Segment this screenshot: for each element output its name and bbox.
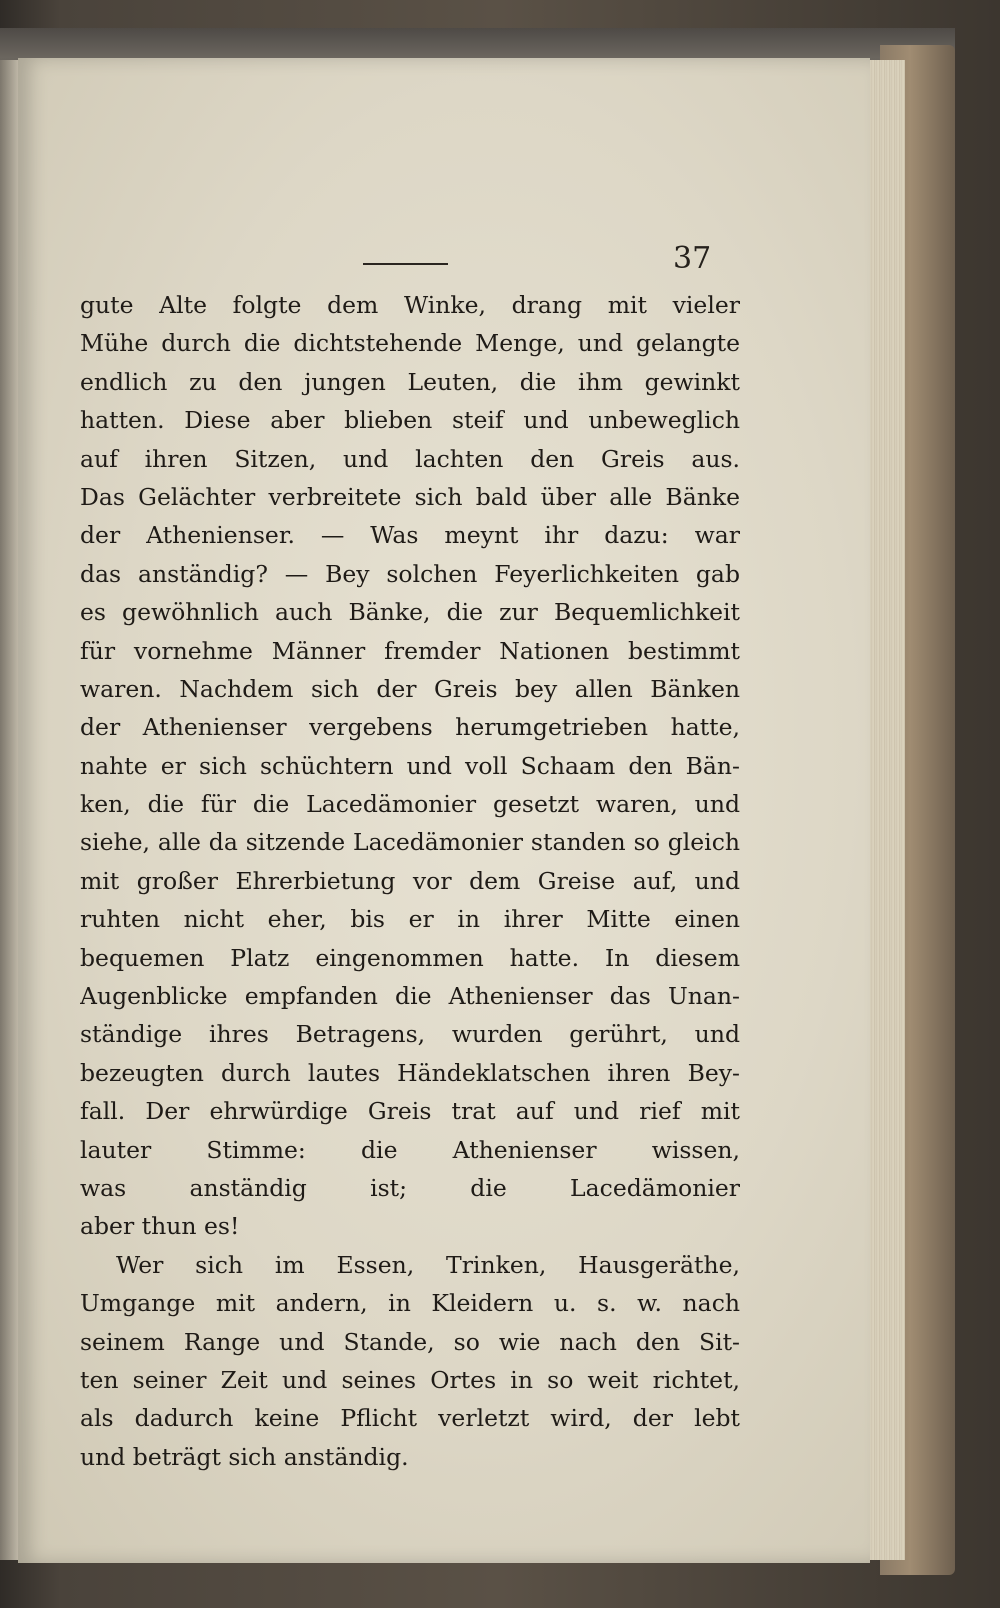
text-line: als dadurch keine Pflicht verletzt wird, der lebt — [80, 1404, 740, 1433]
text-line: fall. Der ehrwürdige Greis trat auf und rief mit — [80, 1097, 740, 1126]
text-line: Umgange mit andern, in Kleidern u. s. w. nach — [80, 1289, 740, 1318]
text-line: und beträgt sich anständig. — [80, 1442, 409, 1471]
text-line: für vornehme Männer fremder Nationen bestimmt — [80, 636, 740, 665]
text-line: nahte er sich schüchtern und voll Schaam den Bän- — [80, 751, 740, 780]
text-line: das anständig? — Bey solchen Feyerlichkeiten gab — [80, 559, 740, 588]
text-line: Das Gelächter verbreitete sich bald über alle Bänke — [80, 482, 740, 511]
text-line: auf ihren Sitzen, und lachten den Greis aus. — [80, 444, 740, 473]
text-line: der Athenienser vergebens herumgetrieben hatte, — [80, 713, 740, 742]
text-line: siehe, alle da sitzende Lacedämonier standen so gleich — [80, 828, 740, 857]
text-line: waren. Nachdem sich der Greis bey allen Bänken — [80, 674, 740, 703]
text-line: ten seiner Zeit und seines Ortes in so weit richtet, — [80, 1365, 740, 1394]
left-page-sliver — [0, 60, 18, 1560]
header-rule — [363, 263, 448, 265]
text-line: Mühe durch die dichtstehende Menge, und gelangte — [80, 329, 740, 358]
text-line: ken, die für die Lacedämonier gesetzt waren, und — [80, 790, 740, 819]
text-line: hatten. Diese aber blieben steif und unbeweglich — [80, 406, 740, 435]
body-text — [80, 286, 740, 1476]
page-edges — [865, 60, 905, 1560]
text-line: endlich zu den jungen Leuten, die ihm gewinkt — [80, 367, 740, 396]
text-line: gute Alte folgte dem Winke, drang mit vieler — [80, 291, 740, 319]
text-line: der Athenienser. — Was meynt ihr dazu: war — [80, 521, 740, 550]
text-line: aber thun es! — [80, 1212, 240, 1241]
text-line: Augenblicke empfanden die Athenienser das Unan- — [80, 982, 740, 1011]
text-line: bequemen Platz eingenommen hatte. In diesem — [80, 943, 740, 972]
text-line: Wer sich im Essen, Trinken, Hausgeräthe, — [116, 1250, 740, 1279]
text-line: es gewöhnlich auch Bänke, die zur Bequemlichkeit — [80, 598, 740, 627]
text-line: ruhten nicht eher, bis er in ihrer Mitte einen — [80, 905, 740, 934]
text-line: seinem Range und Stande, so wie nach den Sit- — [80, 1327, 740, 1356]
text-line: was anständig ist; die Lacedämonier — [80, 1173, 740, 1202]
text-line: ständige ihres Betragens, wurden gerührt, und — [80, 1020, 740, 1049]
book-page: 37 gute Alte folgte dem Winke, drang mit vieler Mühe durch die dichtstehende Menge, und gelangte endlich zu den jungen Leuten, die ihm gewinkt hatten. Diese aber blieben steif und unbeweglich auf ihren Sitzen, und lachten den Greis aus. Das Gelächter verbreitete sich bald über alle Bänke der Athenienser. — Was meynt ihr dazu: war das anständig? — Bey solchen Feyerlichkeiten gab es gewöhnlich auch Bänke, die zur Bequemlichkeit für vornehme Männer fremder Nationen bestimmt waren. Nachdem sich der Greis bey allen Bänken der Athenienser vergebens herumgetrieben hatte, nahte er sich schüchtern und voll Schaam den Bän- ken, die für die Lacedämonier gesetzt waren, und siehe, alle da sitzende Lacedämonier standen so gleich mit großer Ehrerbietung vor dem Greise auf, und ruhten nicht eher, bis er in ihrer Mitte einen bequemen Platz eingenommen hatte. In diesem Augenblicke empfanden die Athenienser das Unan- ständige ihres Betragens, wurden gerührt, und bezeugten durch lautes Händeklatschen ihren Bey- fall. Der ehrwürdige Greis trat auf und rief mit lauter Stimme: die Athenienser wissen, was anständig ist; die Lacedämonier aber thun es! Wer sich im Essen, Trinken, Hausgeräthe, Umgange mit andern, in Kleidern u. s. w. nach seinem Range und Stande, so wie nach den Sit- ten seiner Zeit und seines Ortes in so weit richtet, als dadurch keine Pflicht verletzt wird, der lebt und beträgt sich anständig. — [18, 58, 870, 1563]
text-line: mit großer Ehrerbietung vor dem Greise auf, und — [80, 866, 740, 895]
text-line: bezeugten durch lautes Händeklatschen ihren Bey- — [80, 1058, 740, 1087]
text-line: lauter Stimme: die Athenienser wissen, — [80, 1135, 740, 1164]
